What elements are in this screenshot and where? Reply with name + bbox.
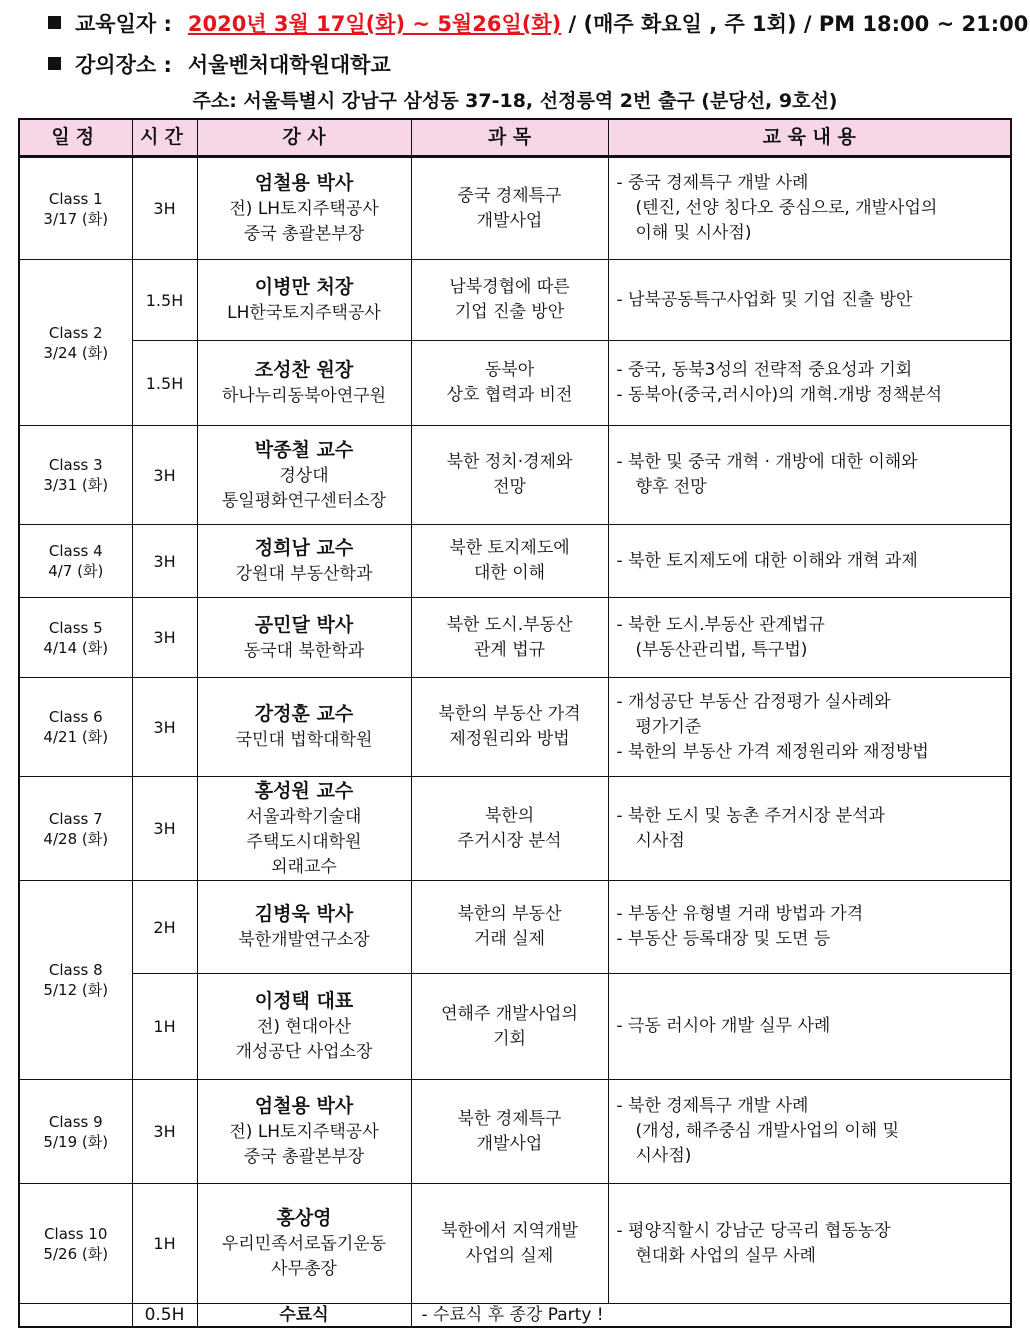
table-row [19,260,1011,341]
class-name: Class 7 [48,809,103,828]
lecturer-cell [197,426,411,525]
content-cell [608,974,1011,1080]
table-row [19,525,1011,598]
class-cell [19,157,132,260]
class-date: 3/17 (화) [43,209,109,228]
content-line: - 중국, 동북3성의 전략적 중요성과 기회 [616,360,913,380]
closing-label: 수료식 [197,1304,411,1328]
class-date: 5/26 (화) [43,1244,109,1263]
content-cell [608,598,1011,678]
subject-cell [411,341,608,426]
lecturer-org: 주택도시대학원 [246,831,362,852]
lecturer-org: 개성공단 사업소장 [235,1042,373,1062]
subject-line: 기업 진출 방안 [454,302,565,322]
lecturer-cell [197,260,411,341]
content-line: - 북한 및 중국 개혁 · 개방에 대한 이해와 [616,452,918,472]
subject-line: 상호 협력과 비전 [446,385,573,405]
subject-cell [411,974,608,1080]
content-line: 시사점) [635,1146,692,1166]
class-date: 3/31 (화) [43,476,109,494]
lecturer-org: 전) LH토지주택공사 [229,199,379,219]
class-cell [19,525,132,598]
closing-empty [19,1304,132,1328]
subject-line: 북한의 부동산 가격 [438,704,581,724]
subject-line: 관계 법규 [473,639,546,660]
time-cell: 3H [132,1080,197,1184]
closing-row [19,1304,1011,1328]
lecturer-cell [197,157,411,260]
class-date: 5/19 (화) [43,1132,109,1151]
content-cell [608,678,1011,777]
content-line: - 북한 경제특구 개발 사례 [616,1096,809,1116]
lecturer-name: 엄철용 박사 [254,172,354,194]
subject-cell [411,426,608,525]
subject-cell [411,525,608,598]
subject-line: 북한의 [484,805,535,826]
header-schedule: 일정 [19,119,132,157]
class-date: 4/21 (화) [43,728,109,746]
content-line: - 부동산 유형별 거래 방법과 가격 [616,904,864,924]
table-row [19,1184,1011,1304]
content-cell [608,426,1011,525]
content-line: (개성, 해주중심 개발사업의 이해 및 [635,1121,900,1141]
lecturer-cell [197,341,411,426]
subject-line: 북한 정치·경제와 [446,452,573,472]
content-line: 현대화 사업의 실무 사례 [635,1245,816,1266]
subject-line: 연해주 개발사업의 [441,1003,578,1024]
lecturer-org: LH한국토지주택공사 [227,303,381,323]
time-cell: 3H [132,157,197,260]
class-date: 5/12 (화) [43,981,109,999]
table-row [19,881,1011,974]
subject-line: 사업의 실제 [465,1245,554,1266]
subject-line: 동북아 [484,360,535,380]
subject-line: 남북경협에 따른 [449,277,570,297]
lecturer-org: 외래교수 [271,856,337,877]
class-name: Class 9 [48,1112,103,1131]
table-row [19,1080,1011,1184]
content-line: - 북한 토지제도에 대한 이해와 개혁 과제 [616,550,918,571]
subject-cell [411,260,608,341]
lecturer-org: 서울과학기술대 [246,806,362,827]
header-content: 교 육 내 용 [608,119,1011,157]
class-name: Class 8 [48,961,103,979]
lecturer-org: 전) 현대아산 [256,1017,352,1037]
content-line: (텐진, 선양 칭다오 중심으로, 개발사업의 [635,198,938,218]
class-cell [19,1184,132,1304]
class-name: Class 1 [48,189,103,208]
schedule-table [18,118,1012,1328]
lecturer-org: 중국 총괄본부장 [243,224,365,244]
subject-line: 북한 토지제도에 [449,538,570,558]
header-lecturer: 강 사 [197,119,411,157]
time-cell: 1H [132,1184,197,1304]
lecturer-cell [197,1080,411,1184]
lecturer-name: 엄철용 박사 [254,1095,354,1117]
subject-cell [411,777,608,881]
venue-name: 서울벤처대학원대학교 [187,53,391,77]
content-line: - 동북아(중국,러시아)의 개혁.개방 정책분석 [616,385,943,405]
class-name: Class 3 [48,456,103,474]
venue-line [48,49,391,79]
content-cell [608,260,1011,341]
date-schedule: / (매주 화요일 , 주 1회) / PM 18:00 ~ 21:00 [561,12,1029,36]
subject-cell [411,881,608,974]
class-name: Class 5 [48,618,103,637]
class-cell [19,881,132,1080]
lecturer-cell [197,598,411,678]
class-cell [19,777,132,881]
lecturer-name: 이병만 처장 [254,276,354,298]
content-cell [608,1080,1011,1184]
lecturer-org: 국민대 법학대학원 [235,730,373,750]
time-cell: 2H [132,881,197,974]
content-line: 이해 및 시사점) [635,223,752,243]
content-line: - 북한 도시.부동산 관계법규 [616,614,825,635]
education-date-line [48,8,1028,38]
subject-line: 북한 경제특구 [457,1108,562,1129]
class-date: 4/28 (화) [43,829,109,848]
content-cell [608,341,1011,426]
class-cell [19,426,132,525]
lecturer-cell [197,974,411,1080]
content-cell [608,157,1011,260]
subject-line: 북한에서 지역개발 [441,1220,578,1241]
lecturer-name: 박종철 교수 [254,438,354,461]
table-row [19,678,1011,777]
table-row [19,157,1011,260]
header-time: 시간 [132,119,197,157]
table-header-row [19,119,1011,157]
subject-cell [411,598,608,678]
lecturer-name: 정희남 교수 [254,537,354,559]
class-date: 4/14 (화) [43,638,109,657]
class-name: Class 6 [48,708,103,726]
lecturer-cell [197,881,411,974]
lecturer-name: 이정택 대표 [254,990,354,1012]
lecturer-name: 강정훈 교수 [254,703,354,725]
square-bullet-icon [48,16,61,29]
subject-line: 대한 이해 [473,563,546,583]
subject-cell [411,1080,608,1184]
class-cell [19,260,132,426]
content-line: - 개성공단 부동산 감정평가 실사례와 [616,691,891,712]
content-line: 향후 전망 [635,477,707,497]
table-row [19,598,1011,678]
lecturer-org: 하나누리동북아연구원 [221,386,387,406]
subject-line: 개발사업 [476,210,543,231]
table-row [19,341,1011,426]
content-line: - 북한의 부동산 가격 제정원리와 재정방법 [616,741,929,762]
lecturer-name: 홍상영 [276,1207,332,1229]
square-bullet-icon [48,57,61,70]
content-line: (부동산관리법, 특구법) [635,639,808,660]
subject-line: 기회 [493,1028,526,1049]
lecturer-org: 중국 총괄본부장 [243,1147,365,1167]
content-cell [608,777,1011,881]
subject-line: 개발사업 [476,1133,543,1154]
class-date: 3/24 (화) [43,343,109,362]
closing-note: - 수료식 후 종강 Party ! [411,1304,1011,1328]
lecturer-org: 우리민족서로돕기운동 [221,1234,387,1254]
lecturer-name: 조성찬 원장 [254,359,354,381]
time-cell: 1.5H [132,260,197,341]
time-cell: 3H [132,678,197,777]
lecturer-cell [197,777,411,881]
subject-line: 전망 [493,477,526,497]
subject-line: 북한 도시.부동산 [446,614,573,635]
lecturer-org: 사무총장 [271,1259,337,1279]
time-cell: 3H [132,777,197,881]
content-cell [608,525,1011,598]
subject-line: 거래 실제 [473,929,546,949]
subject-cell [411,1184,608,1304]
content-line: - 중국 경제특구 개발 사례 [616,173,809,193]
table-row [19,974,1011,1080]
class-cell [19,1080,132,1184]
content-line: 시사점 [635,830,685,851]
class-name: Class 10 [44,1224,108,1243]
class-cell [19,598,132,678]
lecturer-cell [197,1184,411,1304]
venue-label: 강의장소 : [75,53,172,77]
content-line: - 부동산 등록대장 및 도면 등 [616,929,831,949]
header-subject: 과 목 [411,119,608,157]
closing-time: 0.5H [132,1304,197,1328]
lecturer-name: 김병욱 박사 [254,903,354,925]
time-cell: 1H [132,974,197,1080]
table-row [19,426,1011,525]
lecturer-org: 경상대 [279,465,329,486]
subject-line: 중국 경제특구 [457,185,562,206]
content-line: 평가기준 [635,716,702,737]
class-name: Class 2 [48,323,103,342]
content-cell [608,881,1011,974]
time-cell: 1.5H [132,341,197,426]
content-line: - 북한 도시 및 농촌 주거시장 분석과 [616,805,885,826]
lecturer-org: 강원대 부동산학과 [235,564,373,584]
lecturer-org: 동국대 북한학과 [243,640,365,661]
subject-line: 주거시장 분석 [457,830,562,851]
lecturer-cell [197,525,411,598]
lecturer-org: 통일평화연구센터소장 [221,490,387,511]
class-date: 4/7 (화) [48,562,104,580]
subject-cell [411,678,608,777]
time-cell: 3H [132,525,197,598]
subject-cell [411,157,608,260]
lecturer-org: 북한개발연구소장 [238,930,370,950]
date-range: 2020년 3월 17일(화) ~ 5월26일(화) [187,12,562,36]
lecturer-org: 전) LH토지주택공사 [229,1122,379,1142]
content-line: - 극동 러시아 개발 실무 사례 [616,1016,831,1036]
date-label: 교육일자 : [75,12,172,36]
lecturer-name: 공민달 박사 [254,613,354,636]
class-cell [19,678,132,777]
time-cell: 3H [132,426,197,525]
venue-address: 주소: 서울특별시 강남구 삼성동 37-18, 선정릉역 2번 출구 (분당선, 9호선) [192,90,838,112]
time-cell: 3H [132,598,197,678]
content-cell [608,1184,1011,1304]
content-line: - 남북공동특구사업화 및 기업 진출 방안 [616,289,913,310]
lecturer-cell [197,678,411,777]
table-row [19,777,1011,881]
subject-line: 북한의 부동산 [457,904,562,924]
subject-line: 제정원리와 방법 [449,729,570,749]
class-name: Class 4 [48,542,103,560]
content-line: - 평양직할시 강남군 당곡리 협동농장 [616,1220,891,1241]
lecturer-name: 홍성원 교수 [254,779,354,802]
